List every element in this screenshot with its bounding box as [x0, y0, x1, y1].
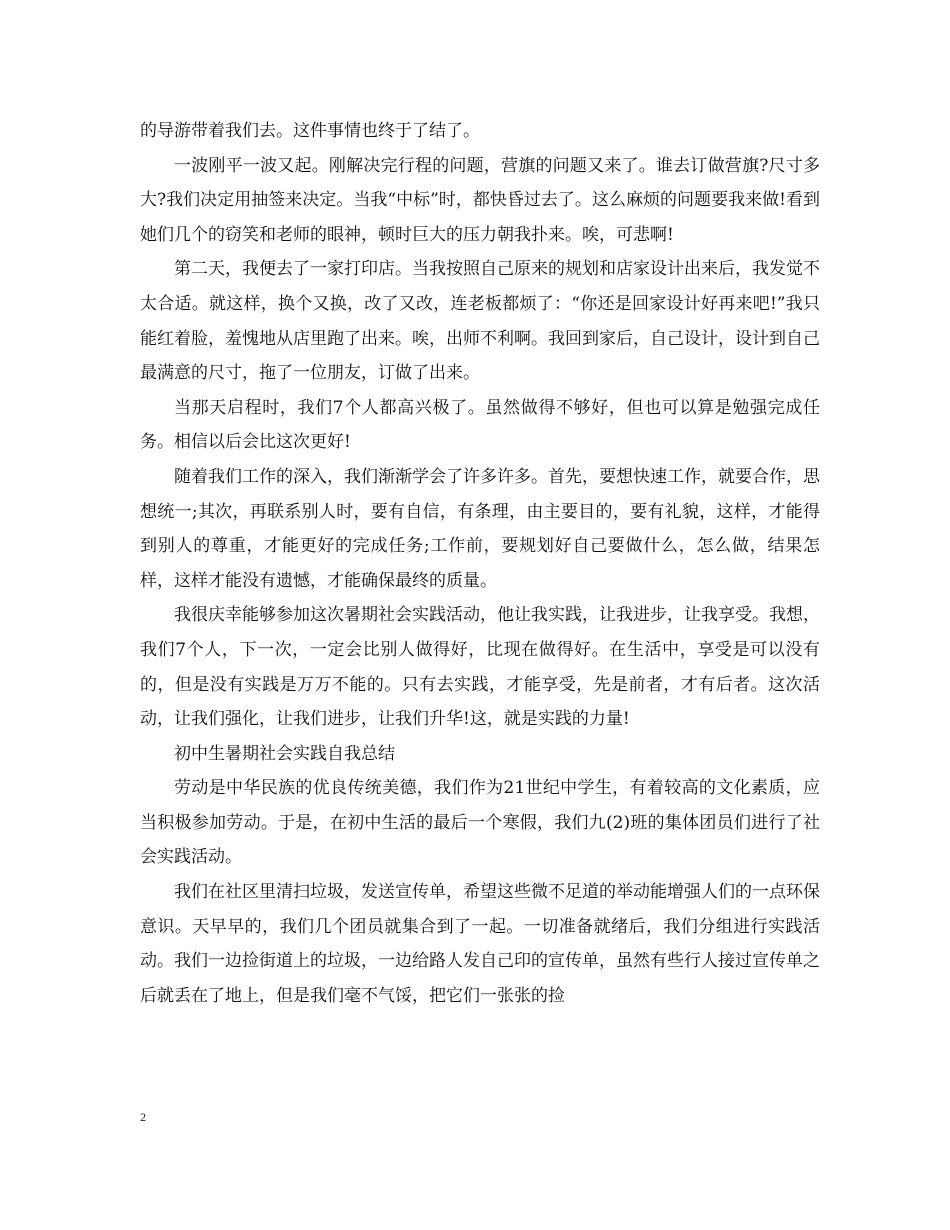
- paragraph-6: 我很庆幸能够参加这次暑期社会实践活动，他让我实践，让我进步，让我享受。我想，我们7个人，下一次，一定会比别人做得好，比现在做得好。在生活中，享受是可以没有的，但是没有实践是万万不能的。只有去实践，才能享受，先是前者，才有后者。这次活动，让我们强化，让我们进步，让我们升华!这，就是实践的力量!: [140, 605, 820, 730]
- paragraph-2: 一波刚平一波又起。刚解决完行程的问题，营旗的问题又来了。谁去订做营旗?尺寸多大?我们决定用抽签来决定。当我“中标”时，都快昏过去了。这么麻烦的问题要我来做!看到她们几个的窃笑和老师的眼神，顿时巨大的压力朝我扑来。唉，可悲啊!: [140, 155, 820, 245]
- paragraph-7: 劳动是中华民族的优良传统美德，我们作为21世纪中学生，有着较高的文化素质，应当积极参加劳动。于是，在初中生活的最后一个寒假，我们九(2)班的集体团员们进行了社会实践活动。: [140, 778, 820, 868]
- section-heading: 初中生暑期社会实践自我总结: [174, 743, 395, 764]
- document-body: [140, 114, 820, 1013]
- paragraph-4: 当那天启程时，我们7个人都高兴极了。虽然做得不够好，但也可以算是勉强完成任务。相信以后会比这次更好!: [140, 397, 820, 453]
- paragraph-8: 我们在社区里清扫垃圾，发送宣传单，希望这些微不足道的举动能增强人们的一点环保意识。天早早的，我们几个团员就集合到了一起。一切准备就绪后，我们分组进行实践活动。我们一边捡街道上的垃圾，一边给路人发自己印的宣传单，虽然有些行人接过宣传单之后就丢在了地上，但是我们毫不气馁，把它们一张张的捡: [140, 882, 820, 1006]
- paragraph-3: 第二天，我便去了一家打印店。当我按照自己原来的规划和店家设计出来后，我发觉不太合适。就这样，换个又换，改了又改，连老板都烦了：“你还是回家设计好再来吧!”我只能红着脸，羞愧地从店里跑了出来。唉，出师不利啊。我回到家后，自己设计，设计到自己最满意的尺寸，拖了一位朋友，订做了出来。: [140, 259, 820, 384]
- paragraph-1: 的导游带着我们去。这件事情也终于了结了。: [140, 121, 480, 141]
- page-number: 2: [140, 1110, 146, 1124]
- paragraph-5: 随着我们工作的深入，我们渐渐学会了许多许多。首先，要想快速工作，就要合作，思想统一;其次，再联系别人时，要有自信，有条理，由主要目的，要有礼貌，这样，才能得到别人的尊重，才能更好的完成任务;工作前，要规划好自己要做什么，怎么做，结果怎样，这样才能没有遗憾，才能确保最终的质量。: [140, 466, 820, 591]
